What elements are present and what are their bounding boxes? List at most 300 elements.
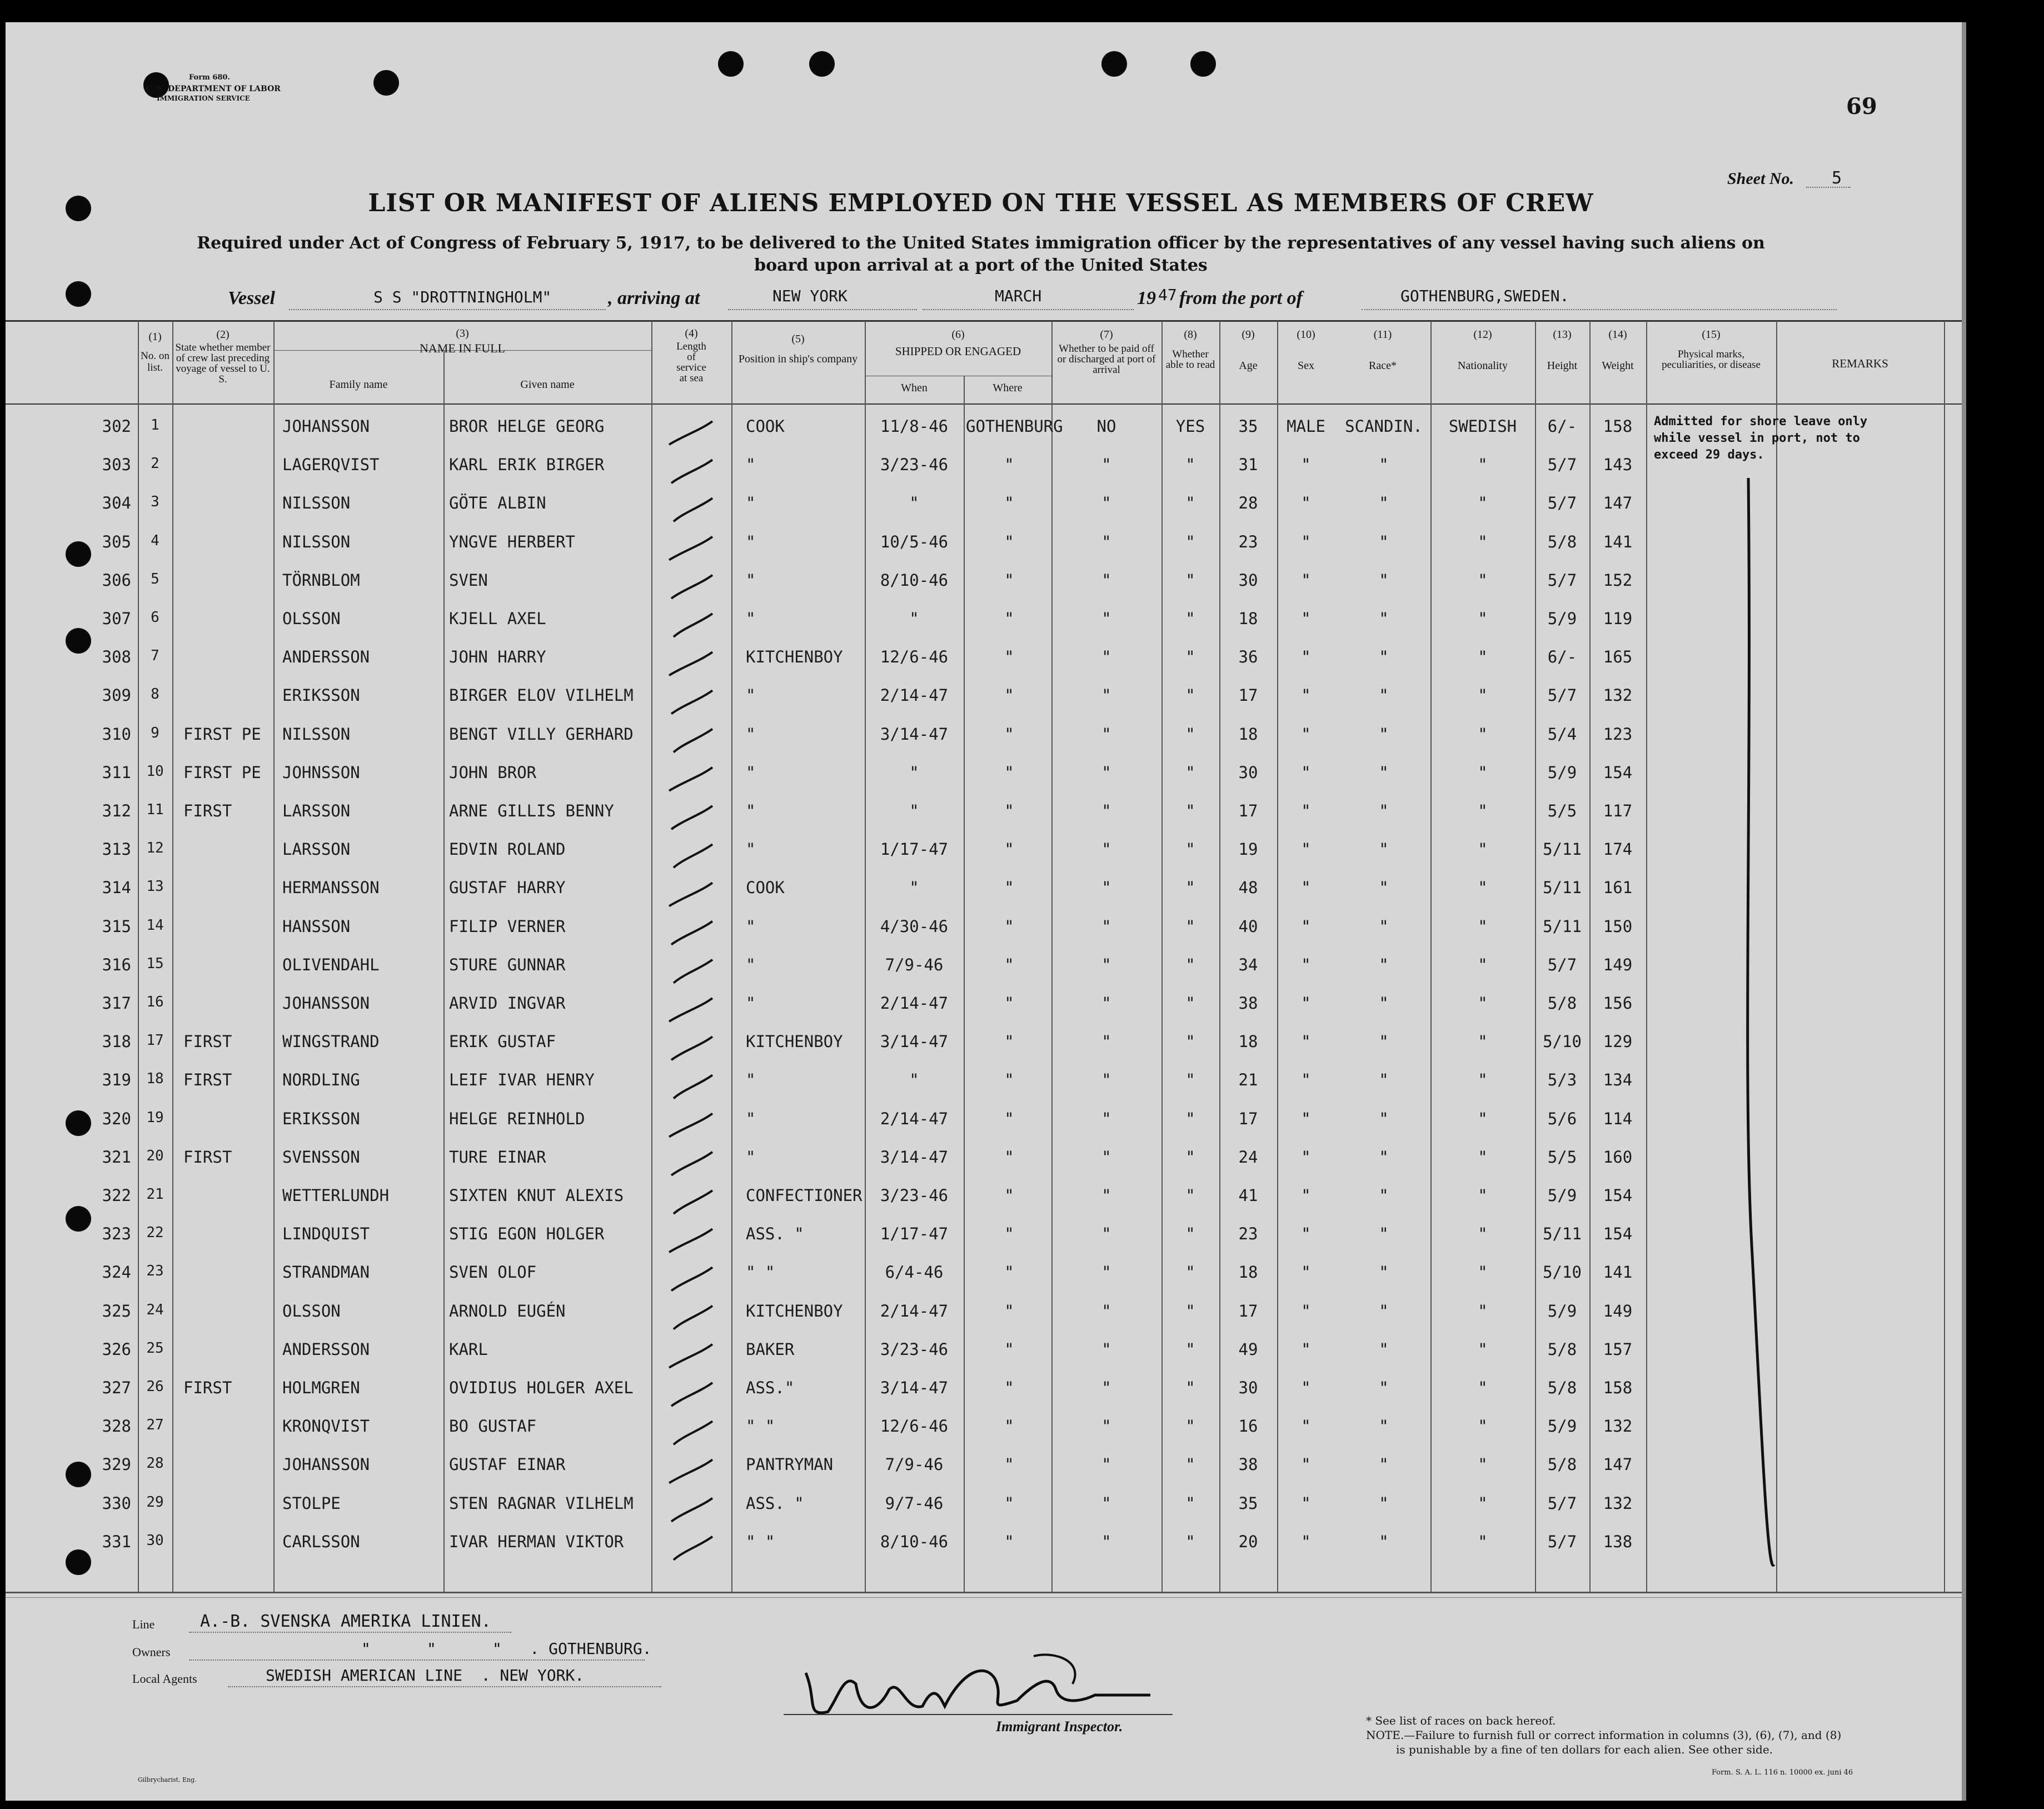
col-14-header: Weight xyxy=(1602,360,1634,372)
cell-paid: " xyxy=(1101,532,1111,551)
cell-where: " xyxy=(1004,763,1014,782)
cell-where: " xyxy=(1004,1301,1014,1320)
cell-read: " xyxy=(1185,801,1195,820)
col-10-number: (10) xyxy=(1297,328,1315,341)
cell-age: 49 xyxy=(1238,1339,1258,1359)
cell-family: TÖRNBLOM xyxy=(282,570,360,590)
cell-position: ASS. " xyxy=(746,1493,804,1513)
cell-ref: 303 xyxy=(102,455,131,475)
cell-age: 30 xyxy=(1238,570,1258,590)
cell-paid: " xyxy=(1101,1186,1111,1205)
cell-age: 18 xyxy=(1238,724,1258,744)
cell-race: " xyxy=(1379,1532,1389,1551)
cell-sex: " xyxy=(1301,570,1311,590)
cell-position: " xyxy=(746,994,756,1013)
cell-when: 7/9-46 xyxy=(885,1455,944,1474)
service-length-mark xyxy=(674,1421,712,1444)
cell-height: 5/10 xyxy=(1543,1263,1582,1282)
cell-where: " xyxy=(1004,1147,1014,1167)
cell-where: " xyxy=(1004,1263,1014,1282)
cell-sex: " xyxy=(1301,609,1311,628)
cell-height: 5/6 xyxy=(1547,1109,1577,1128)
cell-age: 23 xyxy=(1238,1224,1258,1244)
cell-family: NILSSON xyxy=(282,724,351,744)
service-length-mark xyxy=(674,498,712,521)
cell-no: 2 xyxy=(151,455,159,472)
cell-nat: " xyxy=(1478,916,1488,936)
cell-state: FIRST xyxy=(183,1032,232,1051)
col-1-header: No. on list. xyxy=(141,350,169,373)
cell-position: KITCHENBOY xyxy=(746,647,843,667)
cell-family: JOHANSSON xyxy=(282,417,370,436)
cell-no: 18 xyxy=(146,1070,164,1088)
cell-nat: " xyxy=(1478,1301,1488,1320)
cell-ref: 315 xyxy=(102,916,131,936)
cell-given: KARL ERIK BIRGER xyxy=(449,455,605,475)
cell-nat: " xyxy=(1478,763,1488,782)
cell-paid: NO xyxy=(1096,417,1116,436)
penalty-note-1: NOTE.—Failure to furnish full or correct information in columns (3), (6), (7), and (8) xyxy=(1366,1728,1842,1742)
cell-ref: 326 xyxy=(102,1339,131,1359)
cell-given: SIXTEN KNUT ALEXIS xyxy=(449,1186,624,1205)
cell-weight: 158 xyxy=(1603,417,1633,436)
cell-family: ERIKSSON xyxy=(282,1109,360,1128)
cell-read: " xyxy=(1185,724,1195,744)
cell-height: 5/8 xyxy=(1547,1378,1577,1397)
service-length-mark xyxy=(674,1537,712,1560)
cell-paid: " xyxy=(1101,1224,1111,1244)
cell-read: " xyxy=(1185,1301,1195,1320)
cell-race: " xyxy=(1379,1109,1389,1128)
cell-paid: " xyxy=(1101,1147,1111,1167)
cell-race: " xyxy=(1379,647,1389,667)
col-10-header: Sex xyxy=(1298,360,1314,372)
service-length-mark xyxy=(669,1344,712,1368)
cell-where: " xyxy=(1004,840,1014,859)
cell-family: ANDERSSON xyxy=(282,1339,370,1359)
cell-position: " xyxy=(746,1109,756,1128)
cell-height: 5/8 xyxy=(1547,994,1577,1013)
cell-age: 38 xyxy=(1238,994,1258,1013)
cell-when: 3/14-47 xyxy=(880,1378,949,1397)
cell-where: " xyxy=(1004,1417,1014,1436)
service-length-mark xyxy=(674,960,712,983)
cell-read: " xyxy=(1185,1378,1195,1397)
cell-state: FIRST xyxy=(183,1147,232,1167)
cell-when: 10/5-46 xyxy=(880,532,949,551)
cell-position: ASS. " xyxy=(746,1224,804,1244)
cell-age: 35 xyxy=(1238,1493,1258,1513)
cell-height: 5/9 xyxy=(1547,1301,1577,1320)
cell-paid: " xyxy=(1101,455,1111,475)
cell-nat: " xyxy=(1478,609,1488,628)
service-length-mark xyxy=(669,1114,712,1137)
cell-paid: " xyxy=(1101,840,1111,859)
cell-given: FILIP VERNER xyxy=(449,916,566,936)
cell-read: " xyxy=(1185,609,1195,628)
cell-race: " xyxy=(1379,1186,1389,1205)
cell-age: 18 xyxy=(1238,1263,1258,1282)
cell-where: " xyxy=(1004,532,1014,551)
cell-given: STURE GUNNAR xyxy=(449,955,566,974)
cell-sex: MALE xyxy=(1287,417,1325,436)
cell-sex: " xyxy=(1301,1186,1311,1205)
cell-position: COOK xyxy=(746,417,785,436)
cell-position: KITCHENBOY xyxy=(746,1032,843,1051)
cell-age: 17 xyxy=(1238,1109,1258,1128)
cell-weight: 157 xyxy=(1603,1339,1633,1359)
cell-given: ERIK GUSTAF xyxy=(449,1032,556,1051)
cell-weight: 158 xyxy=(1603,1378,1633,1397)
cell-paid: " xyxy=(1101,1378,1111,1397)
service-length-mark xyxy=(669,883,712,906)
cell-sex: " xyxy=(1301,1339,1311,1359)
cell-read: " xyxy=(1185,686,1195,705)
punch-hole xyxy=(809,51,835,77)
cell-sex: " xyxy=(1301,494,1311,513)
cell-ref: 302 xyxy=(102,417,131,436)
cell-age: 40 xyxy=(1238,916,1258,936)
form-number: Form 680. xyxy=(189,73,230,82)
cell-ref: 312 xyxy=(102,801,131,820)
cell-read: " xyxy=(1185,1263,1195,1282)
cell-height: 5/5 xyxy=(1547,801,1577,820)
cell-sex: " xyxy=(1301,1301,1311,1320)
cell-given: KJELL AXEL xyxy=(449,609,546,628)
cell-ref: 319 xyxy=(102,1070,131,1090)
cell-race: " xyxy=(1379,840,1389,859)
cell-ref: 325 xyxy=(102,1301,131,1320)
cell-family: WINGSTRAND xyxy=(282,1032,380,1051)
cell-race: " xyxy=(1379,1147,1389,1167)
cell-read: " xyxy=(1185,1147,1195,1167)
cell-where: " xyxy=(1004,494,1014,513)
cell-age: 31 xyxy=(1238,455,1258,475)
cell-age: 17 xyxy=(1238,686,1258,705)
cell-where: " xyxy=(1004,1493,1014,1513)
service-length-mark xyxy=(669,652,712,675)
cell-race: " xyxy=(1379,494,1389,513)
cell-position: " xyxy=(746,1147,756,1167)
cell-no: 28 xyxy=(146,1455,164,1472)
cell-read: " xyxy=(1185,1455,1195,1474)
cell-given: HELGE REINHOLD xyxy=(449,1109,585,1128)
cell-read: " xyxy=(1185,494,1195,513)
subtitle-line-2: board upon arrival at a port of the United States xyxy=(754,256,1208,275)
col-12-header: Nationality xyxy=(1458,360,1508,372)
cell-when: 3/23-46 xyxy=(880,1186,949,1205)
cell-when: 12/6-46 xyxy=(880,647,949,667)
cell-where: " xyxy=(1004,1032,1014,1051)
cell-no: 21 xyxy=(146,1186,164,1203)
cell-ref: 309 xyxy=(102,686,131,705)
cell-weight: 154 xyxy=(1603,763,1633,782)
cell-where: " xyxy=(1004,1224,1014,1244)
cell-height: 5/7 xyxy=(1547,455,1577,475)
cell-position: " xyxy=(746,532,756,551)
cell-no: 5 xyxy=(151,570,159,587)
printer-mark: Gilbrycharist, Eng. xyxy=(138,1776,197,1783)
cell-age: 20 xyxy=(1238,1532,1258,1551)
remarks-header: REMARKS xyxy=(1832,357,1888,370)
service-length-mark xyxy=(671,1383,712,1406)
cell-height: 5/7 xyxy=(1547,955,1577,974)
cell-sex: " xyxy=(1301,1263,1311,1282)
cell-read: " xyxy=(1185,878,1195,898)
cell-nat: " xyxy=(1478,801,1488,820)
cell-where: " xyxy=(1004,1109,1014,1128)
remarks-line-2: while vessel in port, not to xyxy=(1654,431,1860,445)
cell-where: " xyxy=(1004,1455,1014,1474)
cell-sex: " xyxy=(1301,1417,1311,1436)
cell-where: " xyxy=(1004,955,1014,974)
cell-weight: 152 xyxy=(1603,570,1633,590)
cell-nat: " xyxy=(1478,1455,1488,1474)
cell-paid: " xyxy=(1101,494,1111,513)
cell-race: " xyxy=(1379,570,1389,590)
cell-sex: " xyxy=(1301,1147,1311,1167)
cell-paid: " xyxy=(1101,1109,1111,1128)
cell-weight: 156 xyxy=(1603,994,1633,1013)
cell-when: 8/10-46 xyxy=(880,570,949,590)
cell-sex: " xyxy=(1301,532,1311,551)
cell-nat: " xyxy=(1478,1339,1488,1359)
cell-where: " xyxy=(1004,801,1014,820)
service-length-mark xyxy=(671,575,712,599)
cell-sex: " xyxy=(1301,455,1311,475)
col-2-number: (2) xyxy=(216,328,230,341)
cell-nat: " xyxy=(1478,1032,1488,1051)
service-length-mark xyxy=(671,921,712,945)
cell-age: 38 xyxy=(1238,1455,1258,1474)
cell-no: 29 xyxy=(146,1493,164,1511)
cell-nat: " xyxy=(1478,840,1488,859)
cell-no: 9 xyxy=(151,724,159,741)
cell-where: " xyxy=(1004,455,1014,475)
col-8-number: (8) xyxy=(1184,328,1197,341)
cell-family: LARSSON xyxy=(282,801,351,820)
cell-position: " xyxy=(746,724,756,744)
cell-sex: " xyxy=(1301,1532,1311,1551)
cell-read: " xyxy=(1185,1493,1195,1513)
cell-weight: 154 xyxy=(1603,1186,1633,1205)
cell-race: " xyxy=(1379,1301,1389,1320)
cell-race: " xyxy=(1379,1224,1389,1244)
cell-read: YES xyxy=(1175,417,1205,436)
cell-paid: " xyxy=(1101,1532,1111,1551)
service-length-mark xyxy=(674,1075,712,1098)
cell-family: KRONQVIST xyxy=(282,1417,370,1436)
cell-no: 17 xyxy=(146,1032,164,1049)
arrival-port: NEW YORK xyxy=(772,287,847,305)
cell-nat: " xyxy=(1478,455,1488,475)
cell-read: " xyxy=(1185,1109,1195,1128)
cell-weight: 141 xyxy=(1603,1263,1633,1282)
cell-when: 8/10-46 xyxy=(880,1532,949,1551)
cell-height: 5/9 xyxy=(1547,1186,1577,1205)
cell-weight: 129 xyxy=(1603,1032,1633,1051)
cell-given: JOHN HARRY xyxy=(449,647,546,667)
cell-read: " xyxy=(1185,1532,1195,1551)
cell-when: 3/14-47 xyxy=(880,1147,949,1167)
col-14-number: (14) xyxy=(1608,328,1627,341)
cell-position: " xyxy=(746,455,756,475)
cell-sex: " xyxy=(1301,686,1311,705)
arrival-year: 47 xyxy=(1158,286,1177,304)
cell-position: " xyxy=(746,1070,756,1090)
cell-race: " xyxy=(1379,1455,1389,1474)
cell-when: " xyxy=(909,609,919,628)
cell-position: PANTRYMAN xyxy=(746,1455,834,1474)
cell-given: YNGVE HERBERT xyxy=(449,532,575,551)
cell-when: 2/14-47 xyxy=(880,1109,949,1128)
cell-race: SCANDIN. xyxy=(1345,417,1423,436)
service-length-mark xyxy=(669,421,712,445)
cell-ref: 329 xyxy=(102,1455,131,1474)
cell-family: JOHANSSON xyxy=(282,994,370,1013)
cell-nat: " xyxy=(1478,955,1488,974)
cell-race: " xyxy=(1379,1070,1389,1090)
races-note: * See list of races on back hereof. xyxy=(1366,1714,1556,1727)
col-11-number: (11) xyxy=(1373,328,1392,341)
remarks-annotation xyxy=(1723,411,1944,1589)
cell-state: FIRST xyxy=(183,1378,232,1397)
cell-position: CONFECTIONER xyxy=(746,1186,863,1205)
cell-age: 30 xyxy=(1238,763,1258,782)
cell-family: OLIVENDAHL xyxy=(282,955,380,974)
cell-paid: " xyxy=(1101,724,1111,744)
department-name: U. S. DEPARTMENT OF LABOR xyxy=(146,84,281,93)
cell-weight: 132 xyxy=(1603,1417,1633,1436)
cell-height: 6/- xyxy=(1547,417,1577,436)
cell-no: 10 xyxy=(146,763,164,780)
cell-given: GÖTE ALBIN xyxy=(449,494,546,513)
service-length-mark xyxy=(671,1267,712,1290)
cell-age: 23 xyxy=(1238,532,1258,551)
cell-age: 48 xyxy=(1238,878,1258,898)
col-3-number: (3) xyxy=(456,327,469,340)
cell-age: 34 xyxy=(1238,955,1258,974)
cell-weight: 138 xyxy=(1603,1532,1633,1551)
cell-position: " xyxy=(746,609,756,628)
cell-ref: 304 xyxy=(102,494,131,513)
cell-height: 5/9 xyxy=(1547,1417,1577,1436)
cell-sex: " xyxy=(1301,724,1311,744)
cell-given: STEN RAGNAR VILHELM xyxy=(449,1493,634,1513)
cell-nat: " xyxy=(1478,878,1488,898)
cell-paid: " xyxy=(1101,686,1111,705)
cell-family: CARLSSON xyxy=(282,1532,360,1551)
cell-given: ARNE GILLIS BENNY xyxy=(449,801,614,820)
departure-port: GOTHENBURG,SWEDEN. xyxy=(1400,287,1569,305)
cell-family: HANSSON xyxy=(282,916,351,936)
cell-where: " xyxy=(1004,1070,1014,1090)
col-4-header: Length of service at sea xyxy=(676,341,706,384)
cell-sex: " xyxy=(1301,1070,1311,1090)
service-length-mark xyxy=(674,614,712,637)
owners-value: " " " . GOTHENBURG. xyxy=(361,1639,652,1658)
cell-height: 5/7 xyxy=(1547,1493,1577,1513)
cell-read: " xyxy=(1185,1339,1195,1359)
cell-read: " xyxy=(1185,532,1195,551)
cell-where: " xyxy=(1004,609,1014,628)
cell-position: " " xyxy=(746,1532,775,1551)
cell-sex: " xyxy=(1301,1455,1311,1474)
cell-height: 5/5 xyxy=(1547,1147,1577,1167)
cell-ref: 331 xyxy=(102,1532,131,1551)
cell-nat: " xyxy=(1478,1070,1488,1090)
cell-height: 5/7 xyxy=(1547,686,1577,705)
cell-family: STRANDMAN xyxy=(282,1263,370,1282)
cell-paid: " xyxy=(1101,1070,1111,1090)
cell-when: 3/23-46 xyxy=(880,1339,949,1359)
cell-position: " xyxy=(746,955,756,974)
service-length-mark xyxy=(669,768,712,791)
vessel-label: Vessel xyxy=(228,288,275,308)
cell-read: " xyxy=(1185,840,1195,859)
col-13-number: (13) xyxy=(1553,328,1572,341)
cell-ref: 324 xyxy=(102,1263,131,1282)
cell-no: 27 xyxy=(146,1417,164,1434)
col-7-number: (7) xyxy=(1100,328,1113,341)
cell-age: 28 xyxy=(1238,494,1258,513)
cell-position: " " xyxy=(746,1263,775,1282)
cell-race: " xyxy=(1379,1339,1389,1359)
cell-race: " xyxy=(1379,763,1389,782)
cell-when: 6/4-46 xyxy=(885,1263,944,1282)
cell-nat: " xyxy=(1478,686,1488,705)
cell-no: 8 xyxy=(151,686,159,703)
cell-race: " xyxy=(1379,609,1389,628)
col-12-number: (12) xyxy=(1473,328,1492,341)
service-length-mark xyxy=(669,1229,712,1252)
cell-height: 5/7 xyxy=(1547,570,1577,590)
cell-race: " xyxy=(1379,994,1389,1013)
cell-ref: 318 xyxy=(102,1032,131,1051)
cell-family: ANDERSSON xyxy=(282,647,370,667)
cell-height: 5/7 xyxy=(1547,494,1577,513)
cell-when: " xyxy=(909,494,919,513)
cell-weight: 149 xyxy=(1603,955,1633,974)
col-6-header: SHIPPED OR ENGAGED xyxy=(895,345,1021,358)
cell-height: 6/- xyxy=(1547,647,1577,667)
cell-where: " xyxy=(1004,570,1014,590)
cell-where: " xyxy=(1004,724,1014,744)
cell-where: " xyxy=(1004,686,1014,705)
col-11-header: Race* xyxy=(1369,360,1397,372)
cell-position: " xyxy=(746,570,756,590)
cell-sex: " xyxy=(1301,878,1311,898)
cell-paid: " xyxy=(1101,763,1111,782)
cell-height: 5/11 xyxy=(1543,840,1582,859)
cell-when: 2/14-47 xyxy=(880,686,949,705)
cell-sex: " xyxy=(1301,840,1311,859)
cell-race: " xyxy=(1379,1417,1389,1436)
cell-when: 1/17-47 xyxy=(880,1224,949,1244)
cell-nat: " xyxy=(1478,647,1488,667)
cell-nat: " xyxy=(1478,494,1488,513)
col-4-number: (4) xyxy=(685,327,698,340)
cell-ref: 313 xyxy=(102,840,131,859)
cell-height: 5/4 xyxy=(1547,724,1577,744)
cell-ref: 317 xyxy=(102,994,131,1013)
cell-nat: " xyxy=(1478,570,1488,590)
cell-where: " xyxy=(1004,878,1014,898)
cell-weight: 134 xyxy=(1603,1070,1633,1090)
cell-given: TURE EINAR xyxy=(449,1147,546,1167)
cell-paid: " xyxy=(1101,916,1111,936)
cell-when: " xyxy=(909,801,919,820)
